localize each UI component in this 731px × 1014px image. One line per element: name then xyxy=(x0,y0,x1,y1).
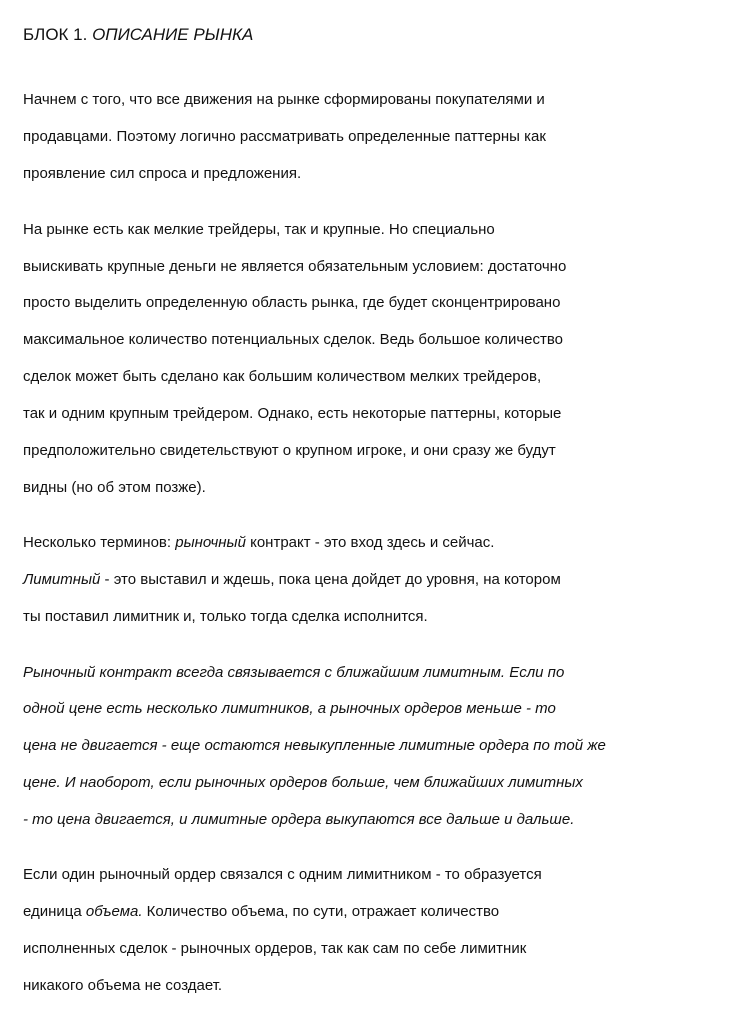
italic-line: цене. И наоборот, если рыночных ордеров больше, чем ближайших лимитных xyxy=(23,774,583,792)
volume-line xyxy=(23,903,713,921)
italic-line: цена не двигается - еще остаются невыкупленные лимитные ордера по той же xyxy=(23,737,606,755)
document-page xyxy=(23,24,713,1014)
text-line: максимальное количество потенциальных сделок. Ведь большое количество xyxy=(23,331,564,349)
section-title xyxy=(23,24,713,46)
text-line: так и одним крупным трейдером. Однако, есть некоторые паттерны, которые xyxy=(23,405,562,423)
term-market: рыночный xyxy=(175,534,246,552)
volume-rest: Количество объема, по сути, отражает количество xyxy=(142,903,500,921)
text-line: продавцами. Поэтому логично рассматривать определенные паттерны как xyxy=(23,128,546,146)
italic-line: Рыночный контракт всегда связывается с ближайшим лимитным. Если по xyxy=(23,663,565,681)
italic-line: одной цене есть несколько лимитников, а рыночных ордеров меньше - то xyxy=(23,700,556,718)
terms-intro: Несколько терминов: xyxy=(23,534,176,552)
terms-line xyxy=(23,534,713,552)
text-line: исполненных сделок - рыночных ордеров, так как сам по себе лимитник xyxy=(23,940,527,958)
section-title-prefix: БЛОК 1. xyxy=(23,25,88,44)
text-line: выискивать крупные деньги не является обязательным условием: достаточно xyxy=(23,257,567,275)
section-title-italic: ОПИСАНИЕ РЫНКА xyxy=(92,25,254,44)
text-line: видны (но об этом позже). xyxy=(23,478,206,496)
terms-line xyxy=(23,571,713,589)
term-limit: Лимитный xyxy=(23,571,101,589)
volume-intro: единица xyxy=(23,903,86,921)
term-limit-definition: - это выставил и ждешь, пока цена дойдет до уровня, на котором xyxy=(100,571,561,589)
text-line: Если один рыночный ордер связался с одним лимитником - то образуется xyxy=(23,866,542,884)
body-text xyxy=(23,73,713,1014)
text-line: Начнем с того, что все движения на рынке сформированы покупателями и xyxy=(23,91,545,109)
term-market-definition: контракт - это вход здесь и сейчас. xyxy=(245,534,495,552)
text-line: На рынке есть как мелкие трейдеры, так и крупные. Но специально xyxy=(23,220,495,238)
text-line: предположительно свидетельствуют о крупном игроке, и они сразу же будут xyxy=(23,442,556,460)
term-volume: объема. xyxy=(85,903,143,921)
text-line: проявление сил спроса и предложения. xyxy=(23,165,302,183)
text-line: сделок может быть сделано как большим количеством мелких трейдеров, xyxy=(23,368,542,386)
text-line: просто выделить определенную область рынка, где будет сконцентрировано xyxy=(23,294,561,312)
italic-line: - то цена двигается, и лимитные ордера выкупаются все дальше и дальше. xyxy=(23,811,575,829)
text-line: никакого объема не создает. xyxy=(23,977,223,995)
text-line: ты поставил лимитник и, только тогда сделка исполнится. xyxy=(23,608,428,626)
